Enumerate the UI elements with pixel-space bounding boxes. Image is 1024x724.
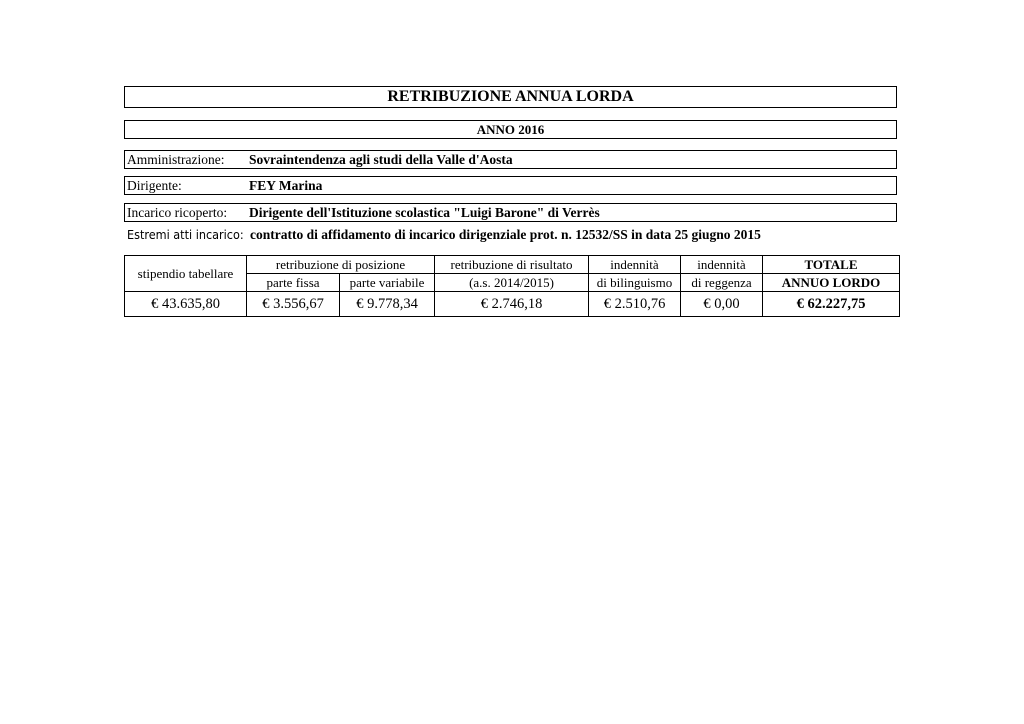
header-total-line2: ANNUO LORDO — [763, 274, 900, 292]
header-position-pay: retribuzione di posizione — [247, 256, 435, 274]
manager-label: Dirigente: — [127, 178, 182, 193]
header-regency-line1: indennità — [681, 256, 763, 274]
header-variable-part: parte variabile — [340, 274, 435, 292]
header-result-pay-line1: retribuzione di risultato — [435, 256, 589, 274]
acts-value: contratto di affidamento di incarico dirigenziale prot. n. 12532/SS in data 25 giugno 2015 — [250, 227, 761, 242]
value-base-salary: € 43.635,80 — [125, 292, 247, 317]
header-base-salary: stipendio tabellare — [125, 256, 247, 292]
role-label: Incarico ricoperto: — [127, 205, 228, 220]
header-fixed-part: parte fissa — [247, 274, 340, 292]
header-result-pay-line2: (a.s. 2014/2015) — [435, 274, 589, 292]
value-fixed-part: € 3.556,67 — [247, 292, 340, 317]
header-bilingual-line2: di bilinguismo — [589, 274, 681, 292]
administration-label: Amministrazione: — [127, 152, 225, 167]
manager-value: FEY Marina — [249, 178, 323, 193]
page-title: RETRIBUZIONE ANNUA LORDA — [124, 86, 897, 108]
acts-row — [124, 227, 897, 245]
values-row — [125, 292, 900, 317]
role-value: Dirigente dell'Istituzione scolastica "Luigi Barone" di Verrès — [249, 205, 600, 220]
administration-row — [124, 150, 897, 169]
header-row-1 — [125, 256, 900, 274]
year-heading: ANNO 2016 — [124, 120, 897, 139]
value-variable-part: € 9.778,34 — [340, 292, 435, 317]
header-bilingual-line1: indennità — [589, 256, 681, 274]
header-total-line1: TOTALE — [763, 256, 900, 274]
acts-label: Estremi atti incarico: — [127, 227, 244, 242]
header-regency-line2: di reggenza — [681, 274, 763, 292]
value-regency: € 0,00 — [681, 292, 763, 317]
role-row — [124, 203, 897, 222]
value-bilingual: € 2.510,76 — [589, 292, 681, 317]
value-total: € 62.227,75 — [763, 292, 900, 317]
value-result-pay: € 2.746,18 — [435, 292, 589, 317]
manager-row — [124, 176, 897, 195]
salary-table — [124, 255, 900, 317]
administration-value: Sovraintendenza agli studi della Valle d'Aosta — [249, 152, 513, 167]
